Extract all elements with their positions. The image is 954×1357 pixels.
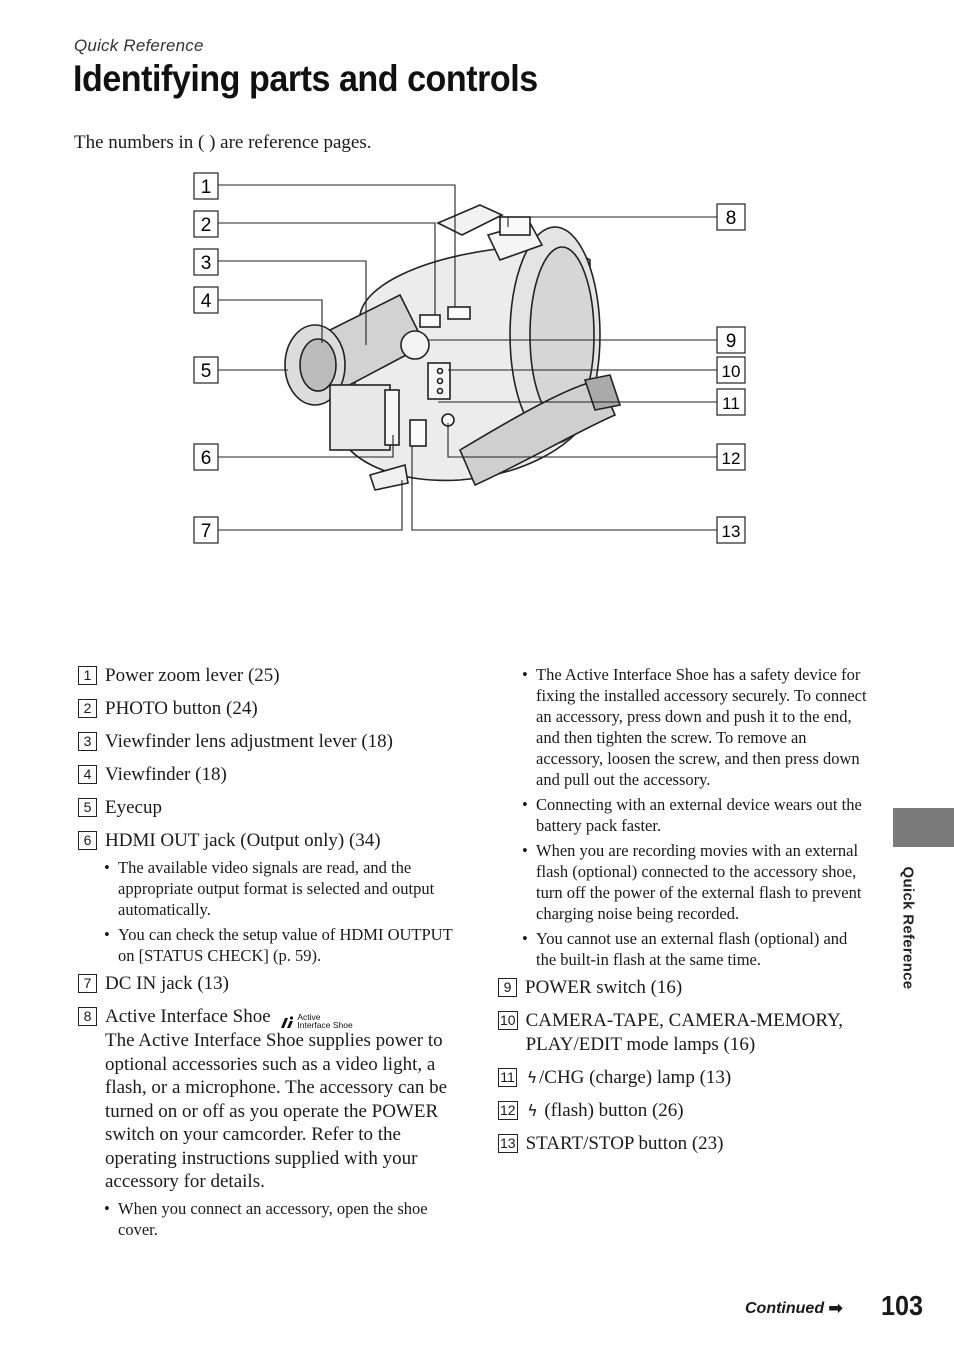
list-item (78, 697, 458, 721)
item-title (526, 1099, 868, 1123)
svg-text:11: 11 (722, 394, 740, 413)
note-bullet: • Connecting with an external device wears out the battery pack faster. (522, 794, 868, 836)
section-tab-marker (893, 808, 954, 847)
list-item (78, 972, 458, 996)
flash-icon: ϟ (527, 1101, 538, 1120)
side-panel (330, 385, 390, 450)
callout-1 (194, 173, 218, 199)
item-title-text: (flash) button (26) (544, 1100, 684, 1121)
shoe-notes-continued (522, 664, 868, 970)
item-title: CAMERA-TAPE, CAMERA-MEMORY, PLAY/EDIT mode lamps (16) (525, 1010, 844, 1055)
callout-10 (717, 357, 745, 383)
item-number: 13 (500, 1135, 516, 1151)
page-number: 103 (881, 1290, 924, 1321)
svg-text:12: 12 (721, 449, 741, 468)
list-item (498, 976, 868, 1000)
callout-9 (717, 327, 745, 353)
item-title: PHOTO button (24) (105, 698, 258, 719)
item-title: Power zoom lever (25) (105, 665, 280, 686)
power-switch-shape (401, 331, 429, 359)
callout-8 (717, 204, 745, 230)
item-number: 2 (78, 699, 97, 718)
section-label: Quick Reference (74, 36, 204, 55)
zoom-lever-shape (448, 307, 470, 319)
callout-6 (194, 444, 218, 470)
item-title-text: Active Interface Shoe (105, 1006, 271, 1027)
arrow-right-icon: ➡ (828, 1298, 844, 1318)
item-description: The Active Interface Shoe supplies power to optional accessories such as a video light, a flash, or a microphone. The accessory can be turned on or off as you operate the POWER switch on your camcorder. Refer to the operating instructions supplied with your accessory for details. (105, 1030, 448, 1192)
camcorder-illustration (190, 165, 755, 555)
flash-icon: ϟ (526, 1068, 538, 1087)
item-title (525, 1066, 868, 1090)
note-bullet: • You can check the setup value of HDMI OUTPUT on [STATUS CHECK] (p. 59). (104, 924, 458, 966)
item-number: 5 (78, 798, 97, 817)
svg-text:8: 8 (725, 208, 737, 229)
item-number: 12 (500, 1102, 516, 1118)
item-number: 10 (500, 1012, 516, 1028)
item-title: HDMI OUT jack (Output only) (34) (105, 830, 381, 851)
camcorder-figure (190, 165, 755, 555)
logo-text-line2: Interface Shoe (297, 1020, 353, 1030)
item-number: 3 (78, 732, 97, 751)
list-item (78, 763, 458, 787)
list-item (78, 1005, 458, 1194)
item-number: 4 (78, 765, 97, 784)
svg-text:2: 2 (200, 215, 212, 236)
item-number: 9 (498, 978, 517, 997)
list-item (78, 829, 458, 853)
item-number: 7 (78, 974, 97, 993)
list-item (78, 730, 458, 754)
list-item (78, 796, 458, 820)
intro-text: The numbers in ( ) are reference pages. (74, 132, 372, 153)
svg-text:5: 5 (200, 361, 212, 382)
item-title: Viewfinder (18) (105, 764, 227, 785)
callout-13 (717, 517, 745, 543)
item-title (105, 1005, 458, 1029)
list-item (498, 1132, 868, 1156)
svg-text:4: 4 (200, 291, 212, 312)
svg-text:9: 9 (725, 331, 737, 352)
item-title: DC IN jack (13) (105, 973, 229, 994)
item-title: Eyecup (105, 797, 162, 818)
callout-5 (194, 357, 218, 383)
side-section-label-text: Quick Reference (899, 866, 917, 990)
callout-4 (194, 287, 218, 313)
parts-list-left (78, 664, 458, 1246)
note-bullet: • The Active Interface Shoe has a safety device for fixing the installed accessory securely. To connect an accessory, press down and push it to the end, and then tighten the screw. To remove an accessory, loosen the screw, and then press down and pull out the accessory. (522, 664, 868, 790)
list-item (498, 1009, 868, 1057)
item-number: 6 (78, 831, 97, 850)
item-number: 11 (498, 1068, 517, 1087)
active-interface-shoe-logo (279, 1013, 352, 1029)
callout-3 (194, 249, 218, 275)
start-stop-shape (410, 420, 426, 446)
svg-text:3: 3 (200, 253, 212, 274)
shoe-cover (438, 205, 502, 235)
svg-text:6: 6 (200, 448, 212, 469)
svg-text:1: 1 (200, 177, 212, 198)
note-bullet: • The available video signals are read, and the appropriate output format is selected and output automatically. (104, 857, 458, 920)
list-item (498, 1099, 868, 1123)
callout-11 (717, 389, 745, 415)
note-bullet: • When you are recording movies with an external flash (optional) connected to the accessory shoe, turn off the power of the external flash to prevent charging noise being recorded. (522, 840, 868, 924)
eyecup-inner (300, 339, 336, 391)
svg-text:10: 10 (721, 362, 741, 381)
parts-list-right (498, 664, 868, 1165)
list-item (498, 1066, 868, 1090)
logo-text-line1: Active (297, 1012, 321, 1022)
list-item (78, 664, 458, 688)
hdmi-notes (104, 857, 458, 966)
photo-button-shape (420, 315, 440, 327)
shoe-logo-icon (279, 1015, 295, 1029)
item-number: 8 (78, 1007, 97, 1026)
svg-text:13: 13 (721, 522, 741, 541)
item-title: Viewfinder lens adjustment lever (18) (105, 731, 393, 752)
note-bullet: • You cannot use an external flash (optional) and the built-in flash at the same time. (522, 928, 868, 970)
page-title: Identifying parts and controls (73, 58, 538, 99)
callout-12 (717, 444, 745, 470)
continued-indicator (745, 1298, 843, 1319)
item-title: START/STOP button (23) (525, 1133, 724, 1154)
item-title-text: /CHG (charge) lamp (13) (539, 1067, 732, 1088)
shoe-notes (104, 1198, 458, 1240)
svg-text:7: 7 (200, 521, 212, 542)
hdmi-door (385, 390, 399, 445)
item-title: POWER switch (16) (525, 977, 683, 998)
callout-7 (194, 517, 218, 543)
continued-text: Continued (745, 1299, 825, 1317)
shoe-top (500, 217, 530, 235)
side-section-label (893, 858, 923, 998)
note-bullet: • When you connect an accessory, open the shoe cover. (104, 1198, 458, 1240)
item-number: 1 (78, 666, 97, 685)
callout-2 (194, 211, 218, 237)
